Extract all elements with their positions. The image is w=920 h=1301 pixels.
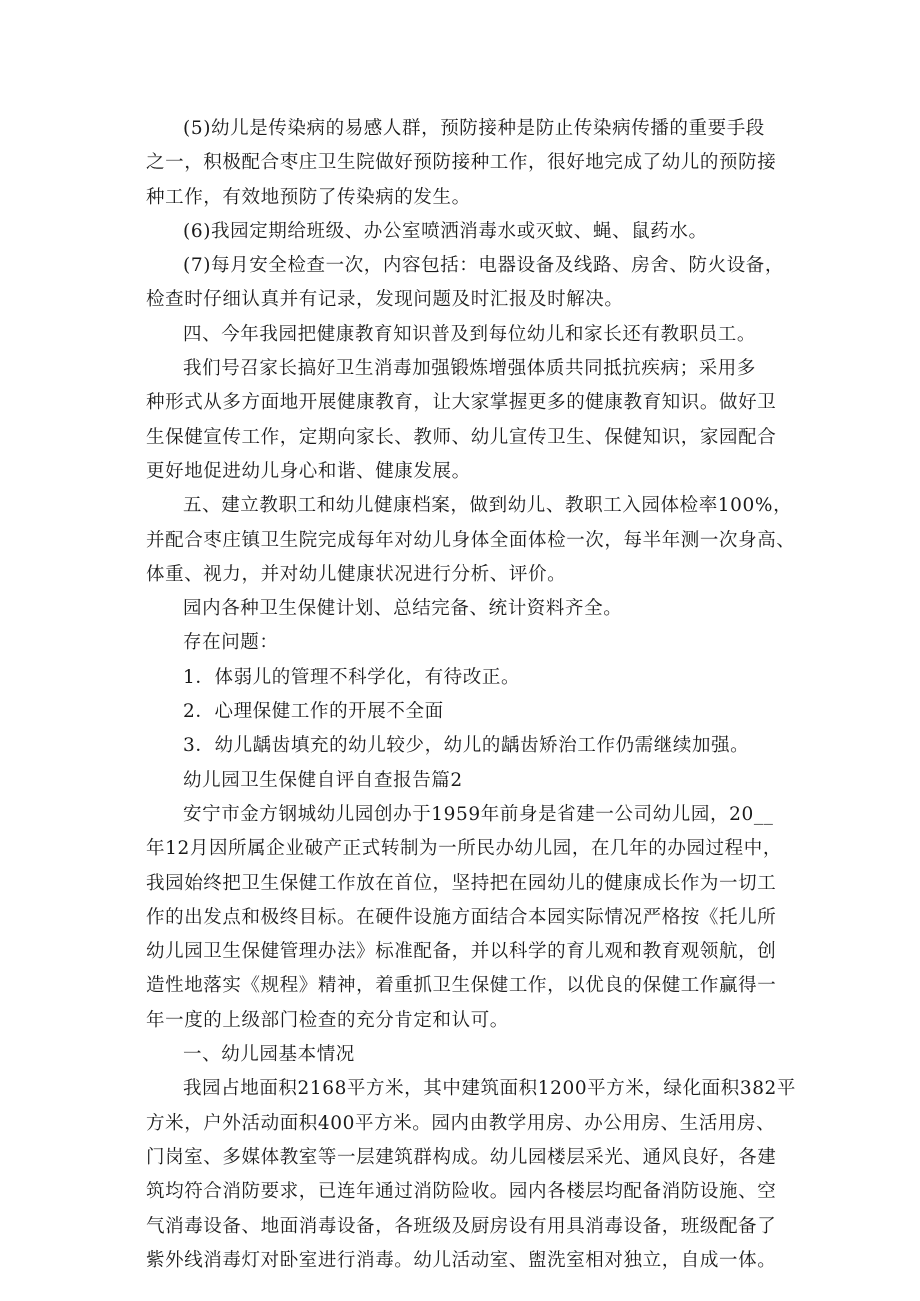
text-line: 紫外线消毒灯对卧室进行消毒。幼儿活动室、盥洗室相对独立，自成一体。 (146, 1249, 777, 1271)
text-line: 门岗室、多媒体教室等一层建筑群构成。幼儿园楼层采光、通风良好，各建 (146, 1146, 777, 1168)
text-line: 并配合枣庄镇卫生院完成每年对幼儿身体全面体检一次，每半年测一次身高、 (146, 529, 796, 551)
text-line: 种工作，有效地预防了传染病的发生。 (146, 186, 471, 208)
text-line: 安宁市金方钢城幼儿园创办于1959年前身是省建一公司幼儿园，20__ (183, 803, 774, 825)
text-line: 我们号召家长搞好卫生消毒加强锻炼增强体质共同抵抗疾病；采用多 (183, 358, 757, 380)
text-line: 幼儿园卫生保健自评自查报告篇2 (183, 769, 463, 791)
text-line: 2．心理保健工作的开展不全面 (183, 701, 444, 723)
text-line: 园内各种卫生保健计划、总结完备、统计资料齐全。 (183, 598, 623, 620)
text-line: 更好地促进幼儿身心和谐、健康发展。 (146, 460, 471, 482)
text-line: 方米，户外活动面积400平方米。园内由教学用房、办公用房、生活用房、 (146, 1112, 776, 1134)
text-line: 生保健宣传工作，定期向家长、教师、幼儿宣传卫生、保健知识，家园配合 (146, 426, 777, 448)
text-line: 五、建立教职工和幼儿健康档案，做到幼儿、教职工入园体检率100%， (183, 495, 793, 517)
text-line: 造性地落实《规程》精神，着重抓卫生保健工作，以优良的保健工作赢得一 (146, 975, 777, 997)
text-line: 检查时仔细认真并有记录，发现问题及时汇报及时解决。 (146, 289, 624, 311)
text-line: (6)我园定期给班级、办公室喷洒消毒水或灭蚊、蝇、鼠药水。 (183, 220, 708, 242)
text-line: (7)每月安全检查一次，内容包括：电器设备及线路、房舍、防火设备， (183, 255, 785, 277)
document-body (146, 112, 796, 1278)
text-line: 一、幼儿园基本情况 (183, 1044, 355, 1066)
text-line: 体重、视力，并对幼儿健康状况进行分析、评价。 (146, 563, 567, 585)
text-line: 年一度的上级部门检查的充分肯定和认可。 (146, 1009, 509, 1031)
text-line: 我园始终把卫生保健工作放在首位，坚持把在园幼儿的健康成长作为一切工 (146, 872, 777, 894)
text-line: 气消毒设备、地面消毒设备，各班级及厨房设有用具消毒设备，班级配备了 (146, 1215, 777, 1237)
text-line: 3．幼儿龋齿填充的幼儿较少，幼儿的龋齿矫治工作仍需继续加强。 (183, 735, 750, 757)
text-line: 四、今年我园把健康教育知识普及到每位幼儿和家长还有教职员工。 (183, 323, 757, 345)
text-line: 之一，积极配合枣庄卫生院做好预防接种工作，很好地完成了幼儿的预防接 (146, 152, 777, 174)
text-line: 我园占地面积2168平方米，其中建筑面积1200平方米，绿化面积382平 (183, 1078, 796, 1100)
text-line: (5)幼儿是传染病的易感人群，预防接种是防止传染病传播的重要手段 (183, 118, 765, 139)
text-line: 1．体弱儿的管理不科学化，有待改正。 (183, 666, 521, 688)
text-line: 幼儿园卫生保健管理办法》标准配备，并以科学的育儿观和教育观领航，创 (146, 941, 777, 963)
text-line: 年12月因所属企业破产正式转制为一所民办幼儿园，在几年的办园过程中， (146, 838, 782, 860)
text-line: 存在问题： (183, 632, 279, 654)
text-line: 筑均符合消防要求，已连年通过消防险收。园内各楼层均配备消防设施、空 (146, 1181, 777, 1203)
text-line: 种形式从多方面地开展健康教育，让大家掌握更多的健康教育知识。做好卫 (146, 392, 777, 414)
text-line: 作的出发点和极终目标。在硬件设施方面结合本园实际情况严格按《托儿所 (146, 906, 777, 928)
